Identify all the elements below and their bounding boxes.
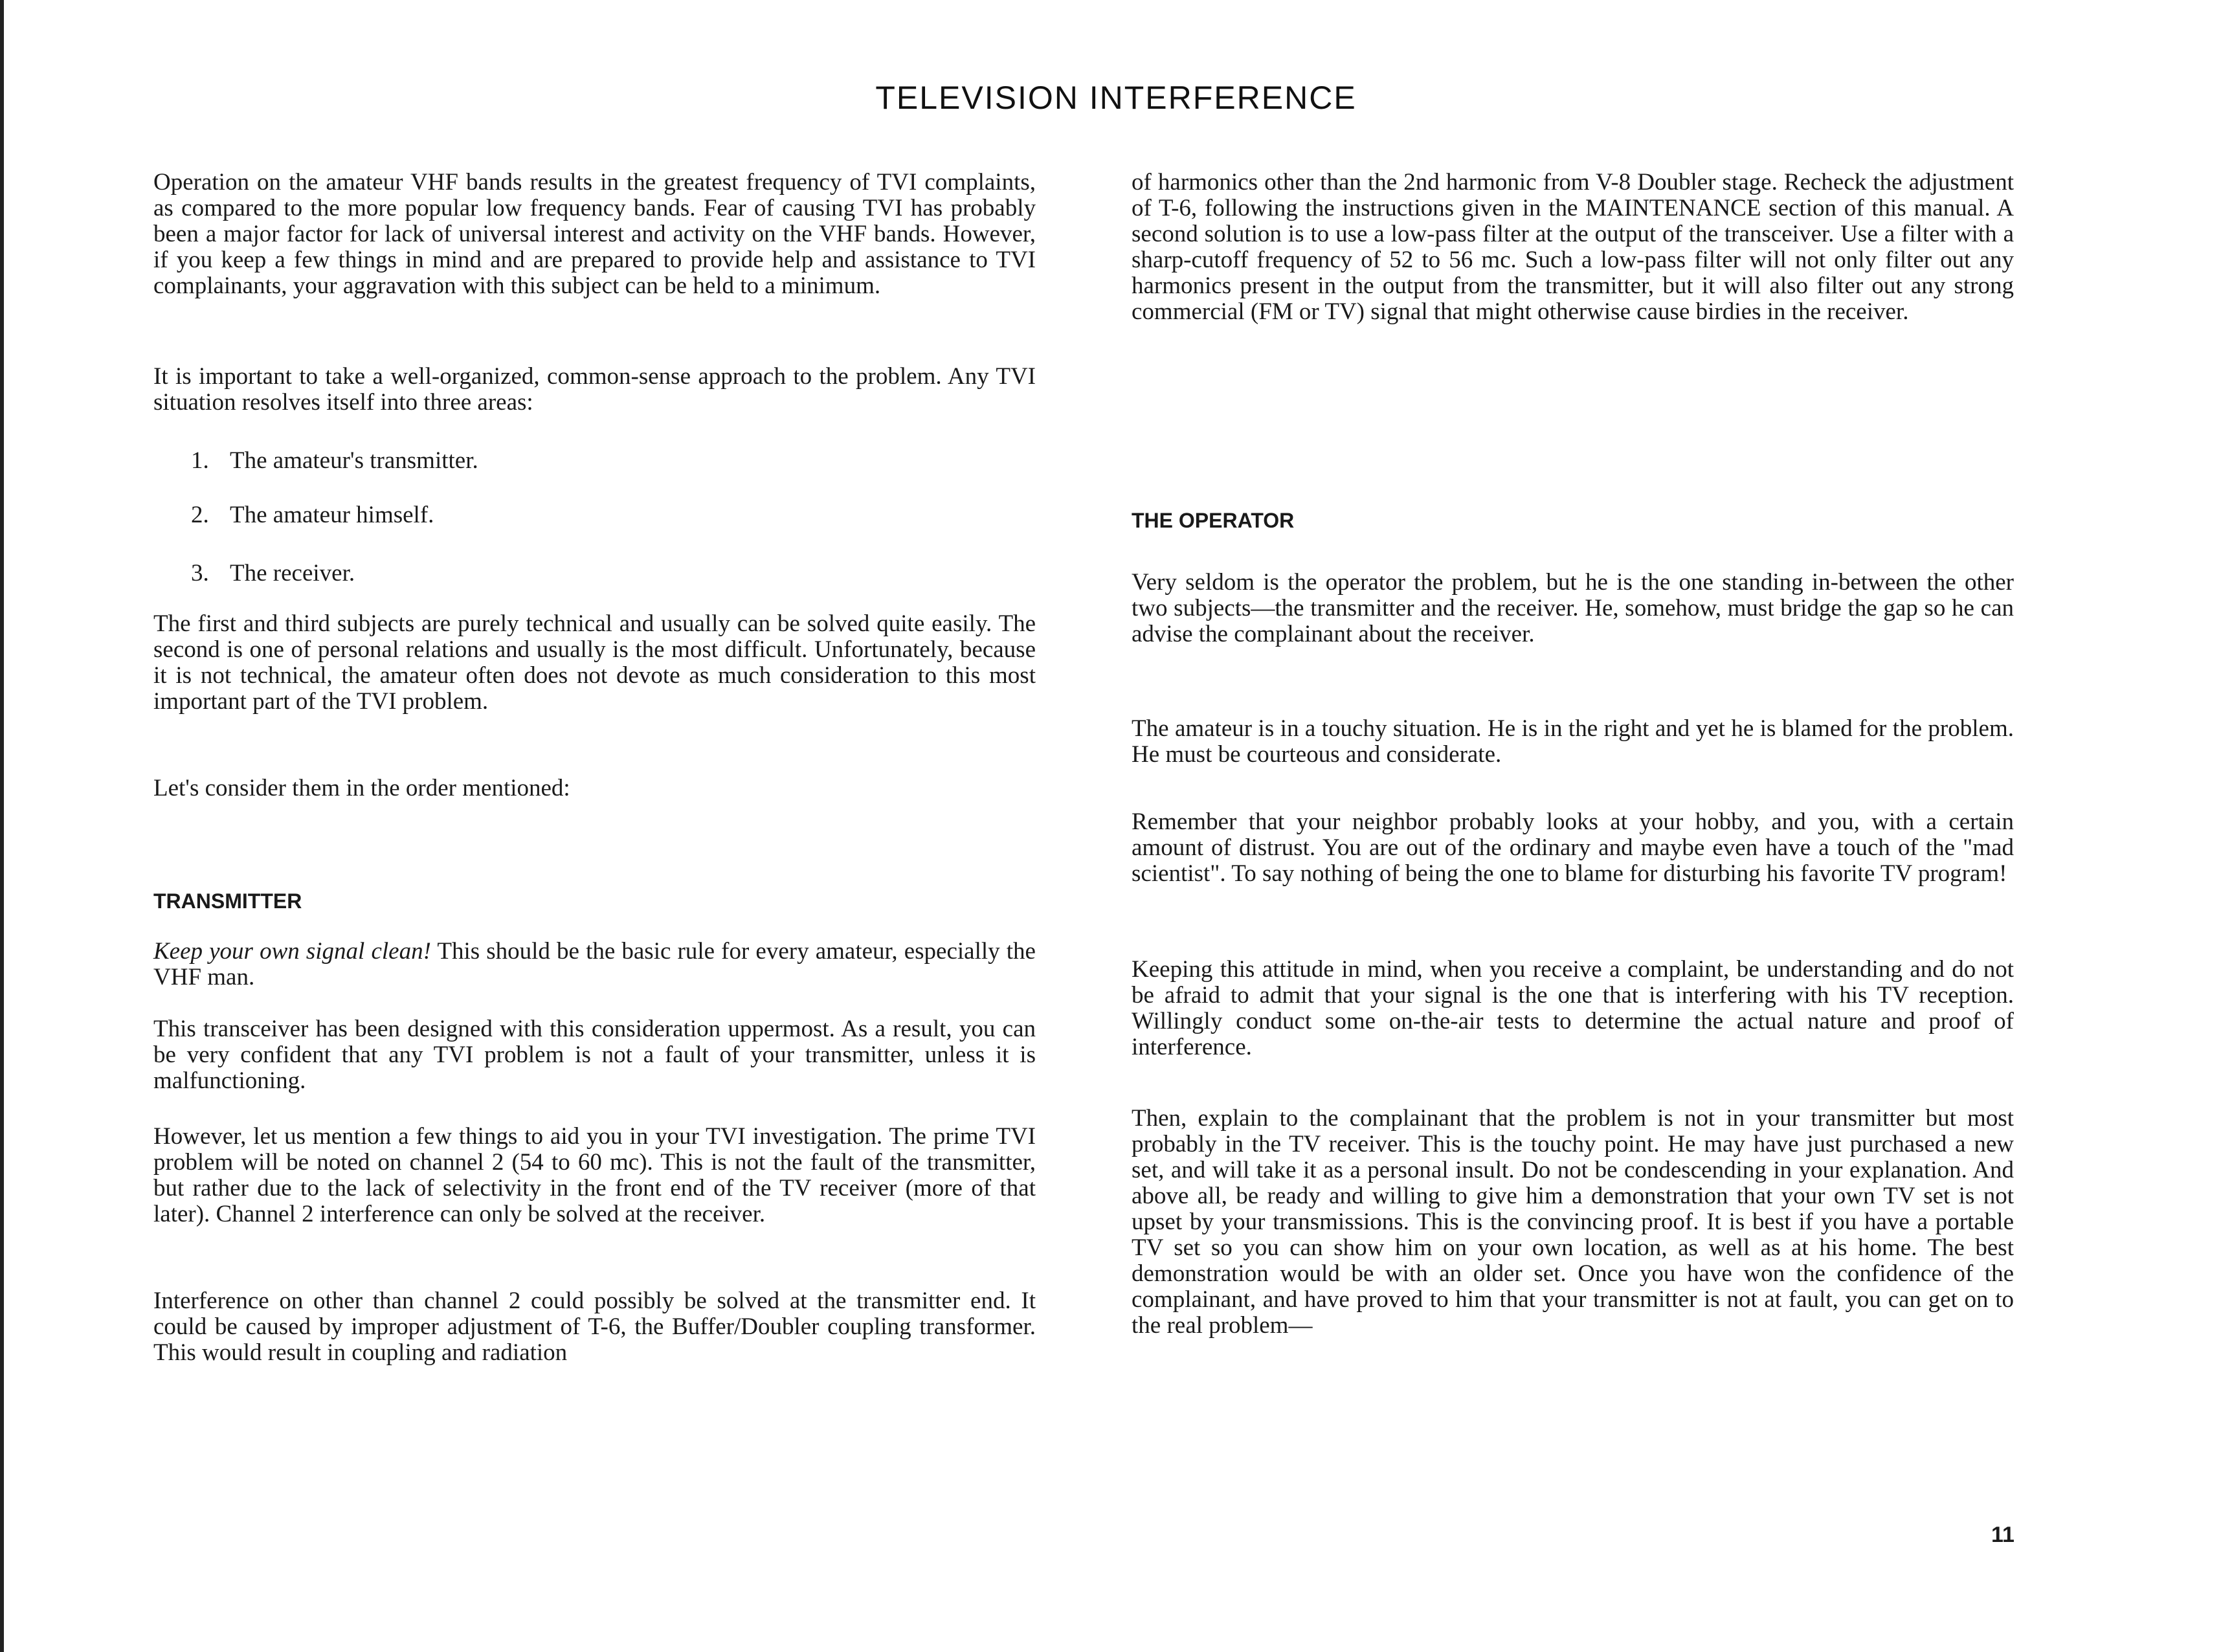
italic-lead: Keep your own signal clean! <box>153 938 431 965</box>
list-item <box>191 561 355 586</box>
paragraph-remember: Remember that your neighbor probably looks at your hobby, and you, with a certain amount of distrust. You are out of the ordinary and maybe even have a touch of the "mad scientist". To say nothing of being the one to blame for disturbing his favorite TV program! <box>1132 809 2014 887</box>
list-text: The receiver. <box>230 560 355 586</box>
page-title: TELEVISION INTERFERENCE <box>875 80 1357 116</box>
list-number: 3. <box>191 560 209 586</box>
paragraph-attitude: Keeping this attitude in mind, when you receive a complaint, be understanding and do not be afraid to admit that your signal is the one that is interfering with his TV reception. Willingly conduct some on-the-air tests to determine the actual nature and proof of interference. <box>1132 956 2014 1060</box>
paragraph-interference: Interference on other than channel 2 could possibly be solved at the transmitter end. It could be caused by improper adjustment of T-6, the Buffer/Doubler coupling transformer. This would result in coupling and radiation <box>153 1288 1036 1366</box>
paragraph-text: This should be the basic rule for every amateur, especially the VHF man. <box>153 938 1036 990</box>
list-number: 2. <box>191 502 209 528</box>
paragraph-designed: This transceiver has been designed with this consideration uppermost. As a result, you can be very confident that any TVI problem is not a fault of your transmitter, unless it is malfunctioning. <box>153 1016 1036 1094</box>
list-text: The amateur's transmitter. <box>230 447 478 474</box>
paragraph-consider: Let's consider them in the order mentioned: <box>153 775 570 801</box>
page-number: 11 <box>1991 1523 2014 1547</box>
section-heading-operator: THE OPERATOR <box>1132 509 1295 532</box>
list-text: The amateur himself. <box>230 502 434 528</box>
section-heading-transmitter: TRANSMITTER <box>153 889 302 913</box>
paragraph-harmonics: of harmonics other than the 2nd harmonic from V-8 Doubler stage. Recheck the adjustment of T-6, following the instructions given in the MAINTENANCE section of this manual. A second solution is to use a low-pass filter at the output of the transceiver. Use a filter with a sharp-cutoff frequency of 52 to 56 mc. Such a low-pass filter will not only filter out any harmonics present in the output from the transmitter, but it will also filter out any strong commercial (FM or TV) signal that might otherwise cause birdies in the receiver. <box>1132 169 2014 325</box>
paragraph-touchy: The amateur is in a touchy situation. He is in the right and yet he is blamed for the problem. He must be courteous and considerate. <box>1132 715 2014 768</box>
paragraph-however: However, let us mention a few things to aid you in your TVI investigation. The prime TVI problem will be noted on channel 2 (54 to 60 mc). This is not the fault of the transmitter, but rather due to the lack of selectivity in the front end of the TV receiver (more of that later). Channel 2 interference can only be solved at the receiver. <box>153 1123 1036 1227</box>
list-item <box>191 448 478 474</box>
list-number: 1. <box>191 447 209 474</box>
list-item <box>191 502 434 528</box>
paragraph-seldom: Very seldom is the operator the problem, but he is the one standing in-between the other two subjects—the transmitter and the receiver. He, somehow, must bridge the gap so he can advise the complainant about the receiver. <box>1132 569 2014 647</box>
paragraph-subjects: The first and third subjects are purely technical and usually can be solved quite easily. The second is one of personal relations and usually is the most difficult. Unfortunately, because it is not technical, the amateur often does not devote as much consideration to this most important part of the TVI problem. <box>153 610 1036 715</box>
paragraph-explain: Then, explain to the complainant that the problem is not in your transmitter but most probably in the TV receiver. This is the touchy point. He may have just purchased a new set, and will take it as a personal insult. Do not be condescending in your explanation. And above all, be ready and willing to give him a demonstration that your own TV set is not upset by your transmissions. This is the convincing proof. It is best if you have a portable TV set so you can show him on your own location, as well as at his home. The best demonstration would be with an older set. Once you have won the confidence of the complainant, and have proved to him that your transmitter is not at fault, you can get on to the real problem— <box>1132 1105 2014 1339</box>
paragraph-intro: Operation on the amateur VHF bands results in the greatest frequency of TVI complaints, as compared to the more popular low frequency bands. Fear of causing TVI has probably been a major factor for lack of universal interest and activity on the VHF bands. However, if you keep a few things in mind and are prepared to provide help and assistance to TVI complainants, your aggravation with this subject can be held to a minimum. <box>153 169 1036 299</box>
page-edge <box>0 0 4 1652</box>
paragraph-approach: It is important to take a well-organized, common-sense approach to the problem. Any TVI situation resolves itself into three areas: <box>153 363 1036 416</box>
paragraph-keep-clean <box>153 939 1036 990</box>
